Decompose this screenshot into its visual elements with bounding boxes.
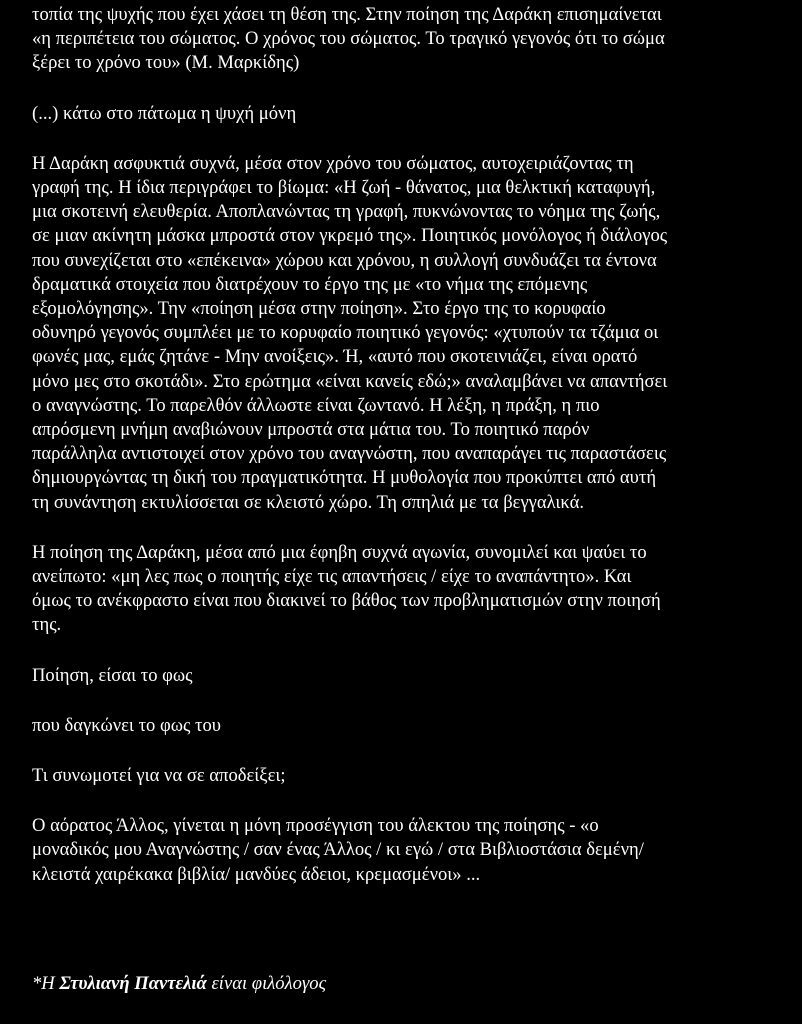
author-name: Στυλιανή Παντελιά: [59, 973, 207, 994]
text-line: που συνεχίζεται στο «επέκεινα» χώρου και χρόνου, η συλλογή συνδυάζει τα έντονα: [32, 249, 657, 271]
verse-line-4: [32, 764, 784, 788]
text-line: δραματικά στοιχεία που διατρέχουν το έργο της με «το νήμα της επόμενης: [32, 273, 588, 295]
text-line: μοναδικός μου Αναγνώστης / σαν ένας Άλλος / κι εγώ / στα Βιβλιοστάσια δεμένη/: [32, 839, 644, 861]
text-line: ο αναγνώστης. Το παρελθόν άλλωστε είναι ζωντανό. Η λέξη, η πράξη, η πιο: [32, 394, 600, 416]
text-line: που δαγκώνει το φως του: [32, 714, 221, 736]
text-line: Η ποίηση της Δαράκη, μέσα από μια έφηβη συχνά αγωνία, συνομιλεί και ψαύει το: [32, 541, 647, 563]
text-line: τη συνάντηση εκτυλίσσεται σε κλειστό χώρο. Τη σπηλιά με τα βεγγαλικά.: [32, 491, 585, 513]
verse-line-2: [32, 664, 784, 688]
text-line: σε μιαν ακίνητη μάσκα μπροστά στον γκρεμό της». Ποιητικός μονόλογος ή διάλογος: [32, 225, 668, 247]
text-line: μια σκοτεινή ελευθερία. Αποπλανώντας τη γραφή, πυκνώνοντας το νόημα της ζωής,: [32, 201, 661, 223]
paragraph-gap: [32, 638, 784, 664]
text-line: τοπία της ψυχής που έχει χάσει τη θέση της. Στην ποίηση της Δαράκη επισημαίνεται: [32, 4, 662, 25]
text-line: Τι συνωμοτεί για να σε αποδείξει;: [32, 765, 286, 787]
article-body: [32, 3, 784, 887]
text-line: γραφή της. Η ίδια περιγράφει το βίωμα: «Η ζωή - θάνατος, μια θελκτική καταφυγή,: [32, 177, 656, 199]
verse-line-3: [32, 714, 784, 738]
footnote-prefix: *Η: [32, 973, 60, 994]
text-line: Ο αόρατος Άλλος, γίνεται η μόνη προσέγγιση του άλεκτου της ποίησης - «ο: [32, 815, 599, 837]
paragraph-gap: [32, 126, 784, 152]
paragraph-body-4: [32, 814, 784, 887]
text-line: απρόσμενη μνήμη αναβιώνουν μπροστά στα μάτια του. Το ποιητικό παρόν: [32, 419, 590, 441]
text-line: της.: [32, 614, 62, 636]
text-line: οδυνηρό γεγονός συμπλέει με το κορυφαίο ποιητικό γεγονός: «χτυπούν τα τζάμια οι: [32, 322, 659, 344]
text-line: Ποίηση, είσαι το φως: [32, 664, 193, 686]
text-line: όμως το ανέκφραστο είναι που διακινεί το βάθος των προβληματισμών στην ποιησή: [32, 590, 661, 612]
author-footnote: [32, 972, 326, 996]
paragraph-body-2: [32, 152, 784, 515]
paragraph-body-3: [32, 541, 784, 638]
text-line: μόνο μες στο σκοτάδι». Στο ερώτημα «είναι κανείς εδώ;» αναλαμβάνει να απαντήσει: [32, 370, 668, 392]
text-line: (...) κάτω στο πάτωμα η ψυχή μόνη: [32, 102, 297, 124]
text-line: φωνές μας, εμάς ζητάνε - Μην ανοίξεις». Ή, «αυτό που σκοτεινιάζει, είναι ορατό: [32, 346, 638, 368]
text-line: δημιουργώντας τη δική του πραγματικότητα. Η μυθολογία που προκύπτει από αυτή: [32, 467, 657, 489]
text-line: Η Δαράκη ασφυκτιά συχνά, μέσα στον χρόνο του σώματος, αυτοχειριάζοντας τη: [32, 152, 634, 174]
paragraph-gap: [32, 688, 784, 714]
verse-line-1: [32, 102, 784, 126]
footnote-suffix: είναι φιλόλογος: [206, 973, 327, 994]
text-line: εξομολόγησης». Την «ποίηση μέσα στην ποίηση». Στο έργο της το κορυφαίο: [32, 298, 606, 320]
text-line: παράλληλα αντιστοιχεί στον χρόνο του αναγνώστη, που αναπαράγει τις παραστάσεις: [32, 443, 667, 465]
paragraph-gap: [32, 738, 784, 764]
paragraph-gap: [32, 515, 784, 541]
paragraph-gap: [32, 788, 784, 814]
text-line: ξέρει το χρόνο του» (Μ. Μαρκίδης): [32, 52, 300, 74]
paragraph-gap: [32, 76, 784, 102]
text-line: ανείπωτο: «μη λες πως ο ποιητής είχε τις απαντήσεις / είχε το αναπάντητο». Και: [32, 566, 632, 588]
paragraph-body-1: [32, 3, 784, 76]
text-line: κλειστά χαιρέκακα βιβλία/ μανδύες άδειοι, κρεμασμένοι» ...: [32, 863, 481, 885]
text-line: «η περιπέτεια του σώματος. Ο χρόνος του σώματος. Το τραγικό γεγονός ότι το σώμα: [32, 28, 665, 50]
